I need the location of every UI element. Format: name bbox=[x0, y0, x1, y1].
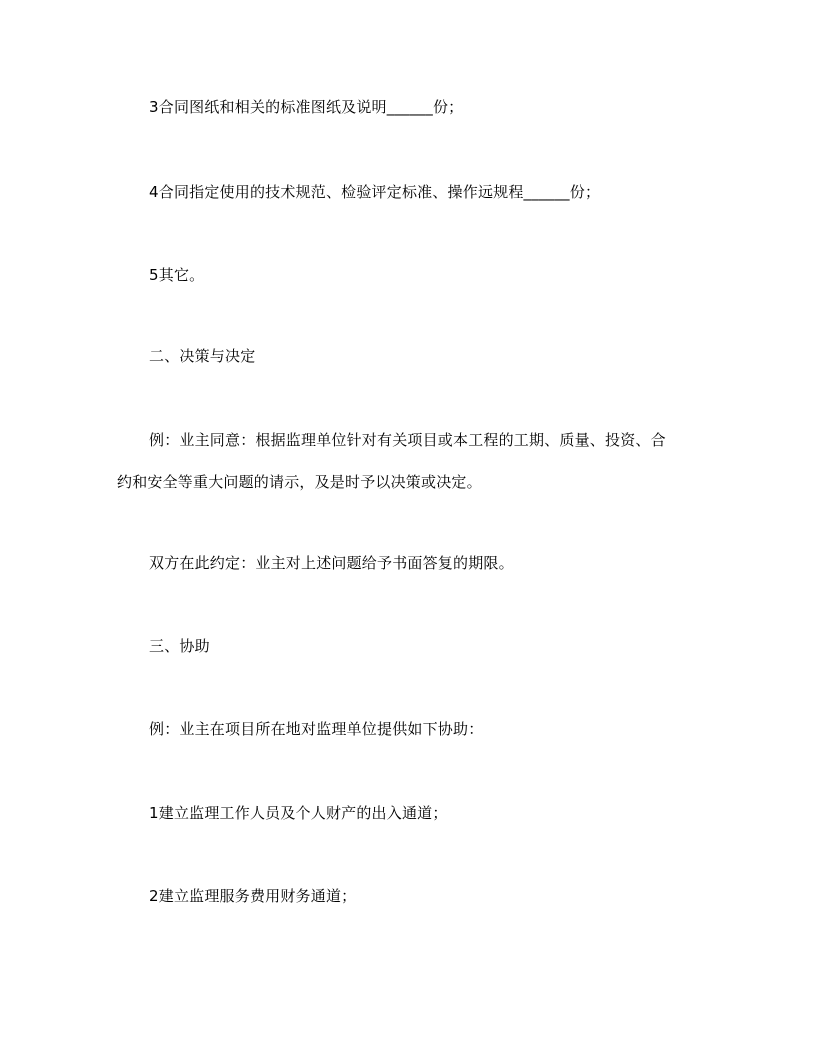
assistance-intro: 例：业主在项目所在地对监理单位提供如下协助： bbox=[149, 720, 484, 738]
decision-paragraph-line-1: 例：业主同意：根据监理单位针对有关项目或本工程的工期、质量、投资、合 bbox=[149, 431, 666, 449]
section-heading-assistance: 三、协助 bbox=[149, 637, 210, 655]
decision-paragraph-line-2: 约和安全等重大问题的请示，及是时予以决策或决定。 bbox=[117, 473, 482, 491]
assistance-item-2: 2建立监理服务费用财务通道； bbox=[149, 887, 357, 905]
item-5-others: 5其它。 bbox=[149, 266, 205, 284]
agreement-paragraph: 双方在此约定：业主对上述问题给予书面答复的期限。 bbox=[149, 554, 514, 572]
section-heading-decisions: 二、决策与决定 bbox=[149, 347, 256, 365]
assistance-item-1: 1建立监理工作人员及个人财产的出入通道； bbox=[149, 804, 448, 822]
item-3-drawings: 3合同图纸和相关的标准图纸及说明______份； bbox=[149, 98, 464, 116]
item-4-specifications: 4合同指定使用的技术规范、检验评定标准、操作远规程______份； bbox=[149, 183, 601, 201]
